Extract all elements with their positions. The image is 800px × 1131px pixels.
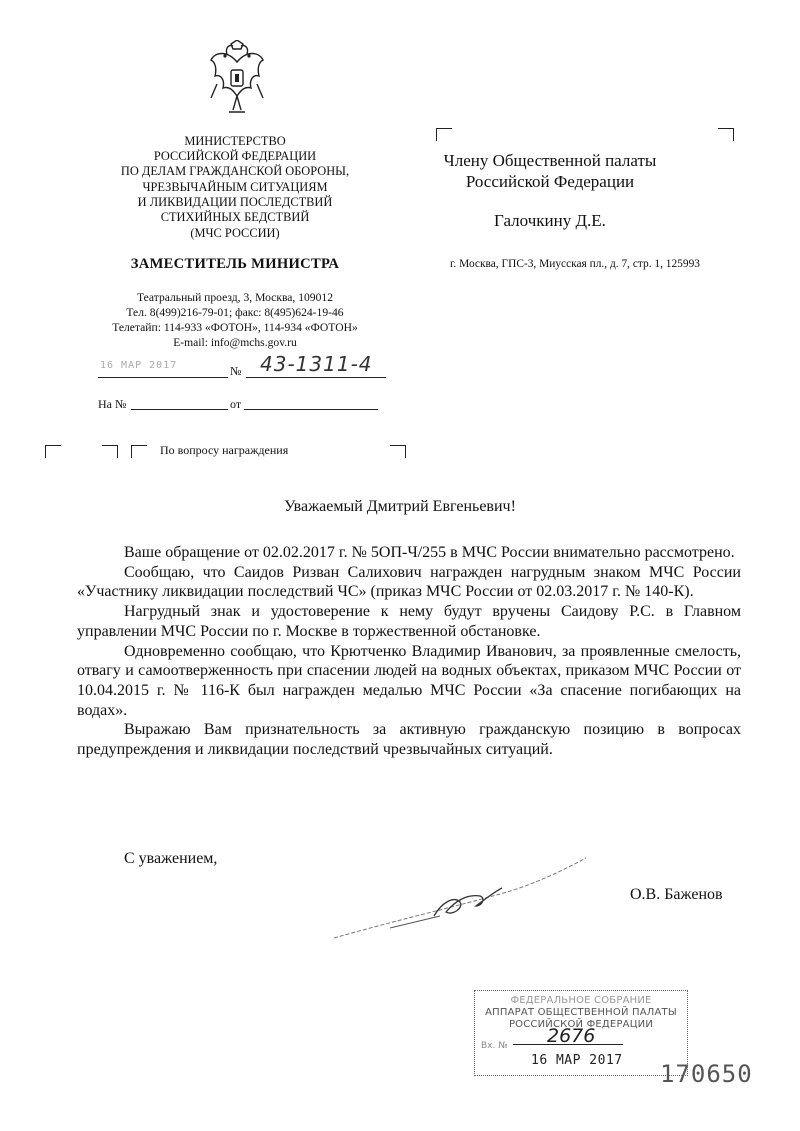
- paragraph-2: Сообщаю, что Саидов Ризван Салихович награжден нагрудным знаком МЧС России «Участнику ликвидации последствий ЧС» (приказ МЧС России от 02.03.2017 г. № 140-К).: [77, 563, 741, 601]
- ministry-line-2: РОССИЙСКОЙ ФЕДЕРАЦИИ: [153, 149, 317, 163]
- subject-line: По вопросу награждения: [160, 443, 289, 457]
- from-label: от: [230, 397, 242, 411]
- recipient-line-2: Российской Федерации: [465, 172, 635, 191]
- reply-to-number-field: [131, 396, 228, 410]
- closing: С уважением,: [124, 850, 218, 867]
- scan-document-number: 170650: [660, 1060, 753, 1088]
- recipient-bracket-close: [718, 128, 734, 141]
- contact-phone: Тел. 8(499)216-79-01; факс: 8(495)624-19-46: [126, 306, 344, 319]
- paragraph-3: Нагрудный знак и удостоверение к нему будут вручены Саидову Р.С. в Главном управлении МЧС России по г. Москве в торжественной обстановке.: [77, 603, 741, 640]
- ministry-line-3: ПО ДЕЛАМ ГРАЖДАНСКОЙ ОБОРОНЫ,: [120, 164, 350, 178]
- recipient-line-1: Члену Общественной палаты: [443, 151, 657, 170]
- coat-of-arms-emblem: [205, 40, 269, 124]
- letter-body: [77, 543, 741, 760]
- contact-email: E-mail: info@mchs.gov.ru: [173, 336, 297, 349]
- ministry-line-4: ЧРЕЗВЫЧАЙНЫМ СИТУАЦИЯМ: [142, 180, 328, 194]
- stamp-date: 16 МАР 2017: [531, 1053, 623, 1068]
- stamp-number-line: [513, 1043, 623, 1045]
- signatory-name: О.В. Баженов: [630, 886, 723, 903]
- outgoing-date-field: [98, 360, 228, 378]
- recipient-bracket-open: [436, 128, 452, 141]
- subject-bracket-left-open: [45, 445, 61, 458]
- paragraph-1: Ваше обращение от 02.02.2017 г. № 5ОП-Ч/255 в МЧС России внимательно рассмотрено.: [124, 544, 735, 561]
- number-label: №: [230, 364, 242, 378]
- paragraph-4: Одновременно сообщаю, что Крютченко Владимир Иванович, за проявленные смелость, отвагу и самоотверженность при спасении людей на водных объектах, приказом МЧС России от 10.04.2015 г. № 116-К был награжден медалью МЧС России «За спасение погибающих на водах».: [77, 642, 741, 719]
- ministry-line-5: И ЛИКВИДАЦИИ ПОСЛЕДСТВИЙ: [137, 195, 333, 209]
- ministry-line-7: (МЧС РОССИИ): [190, 226, 280, 240]
- greeting: Уважаемый Дмитрий Евгеньевич!: [284, 498, 516, 515]
- recipient-address: г. Москва, ГПС-3, Миусская пл., д. 7, стр. 1, 125993: [450, 258, 700, 270]
- stamp-line-3: РОССИЙСКОЙ ФЕДЕРАЦИИ: [508, 1019, 654, 1030]
- handwritten-signature: [330, 850, 590, 945]
- stamp-line-1: ФЕДЕРАЛЬНОЕ СОБРАНИЕ: [510, 995, 652, 1006]
- stamp-incoming-label: Вх. №: [481, 1041, 508, 1051]
- outgoing-number-field: [246, 352, 386, 378]
- outgoing-date-stamp: 16 МАР 2017: [100, 360, 178, 371]
- ministry-line-1: МИНИСТЕРСТВО: [184, 134, 286, 148]
- stamp-line-2: АППАРАТ ОБЩЕСТВЕННОЙ ПАЛАТЫ: [485, 1007, 677, 1018]
- ministry-line-6: СТИХИЙНЫХ БЕДСТВИЙ: [160, 210, 310, 224]
- recipient-name: Галочкину Д.Е.: [494, 211, 606, 230]
- subject-bracket-close: [390, 445, 406, 458]
- stamp-handwritten-number: 2676: [547, 1025, 596, 1047]
- subject-bracket-left-close: [102, 445, 118, 458]
- subject-bracket-open: [131, 445, 147, 458]
- contact-teletype: Телетайп: 114-933 «ФОТОН», 114-934 «ФОТОН»: [112, 321, 358, 334]
- reply-to-label: На №: [98, 397, 127, 411]
- outgoing-number-handwritten: 43-1311-4: [260, 352, 373, 376]
- incoming-registration-stamp: [474, 990, 688, 1076]
- paragraph-5: Выражаю Вам признательность за активную гражданскую позицию в вопросах предупреждения и ликвидации последствий чрезвычайных ситуаций.: [77, 721, 741, 759]
- contact-address: Театральный проезд, 3, Москва, 109012: [136, 291, 333, 304]
- position-title: ЗАМЕСТИТЕЛЬ МИНИСТРА: [130, 256, 340, 272]
- reply-to-date-field: [244, 396, 378, 410]
